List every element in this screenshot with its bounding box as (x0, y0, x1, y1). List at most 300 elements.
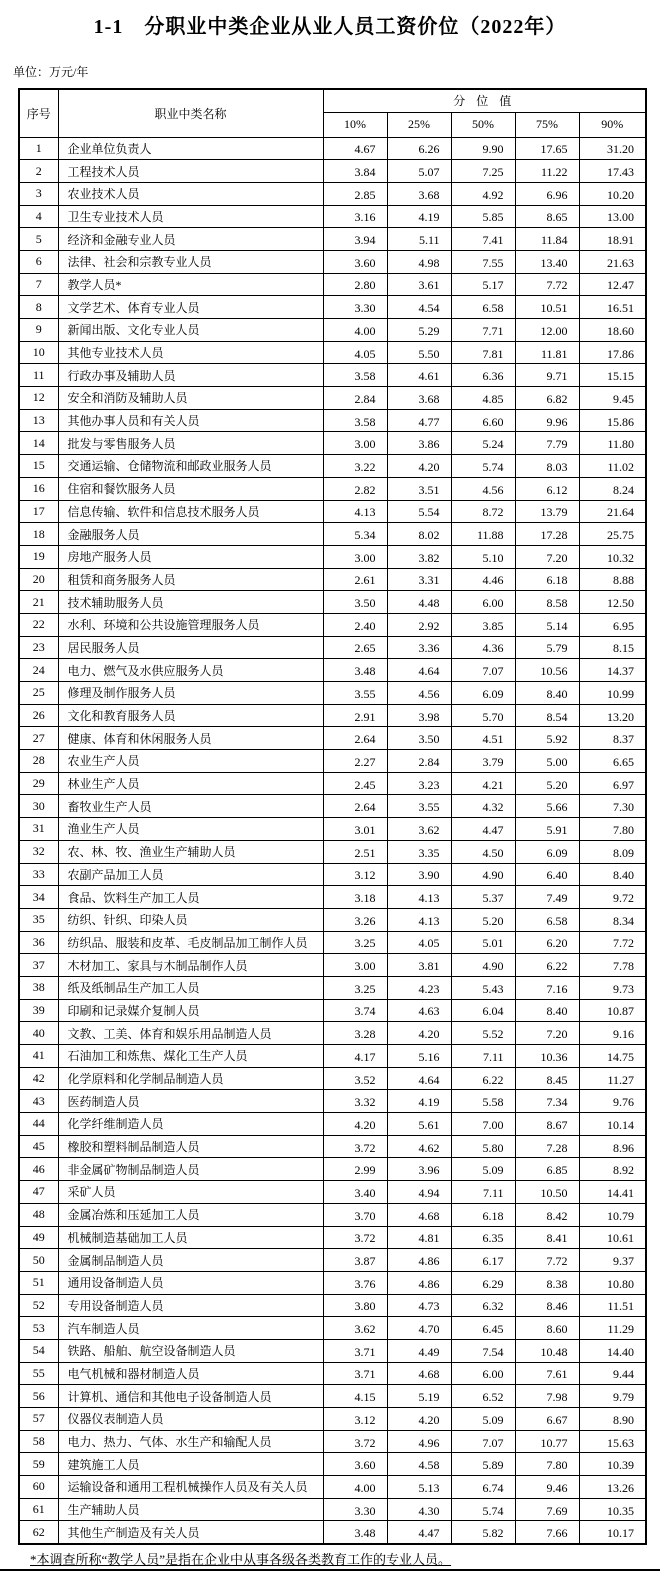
row-p90: 8.88 (579, 568, 646, 591)
table-row (19, 1498, 646, 1521)
row-p75: 10.48 (515, 1339, 579, 1362)
row-p10: 3.00 (323, 545, 387, 568)
table-row (19, 387, 646, 410)
row-seq: 4 (19, 205, 58, 228)
row-p90: 7.78 (579, 954, 646, 977)
row-seq: 10 (19, 341, 58, 364)
row-p90: 8.92 (579, 1158, 646, 1181)
row-p10: 2.51 (323, 840, 387, 863)
row-p50: 3.85 (451, 613, 515, 636)
row-p75: 7.34 (515, 1090, 579, 1113)
row-p25: 4.64 (387, 1067, 451, 1090)
row-seq: 54 (19, 1339, 58, 1362)
row-p25: 3.31 (387, 568, 451, 591)
row-p25: 4.47 (387, 1521, 451, 1544)
row-p10: 3.71 (323, 1362, 387, 1385)
row-occupation: 交通运输、仓储物流和邮政业服务人员 (58, 455, 323, 478)
row-occupation: 化学原料和化学制品制造人员 (58, 1067, 323, 1090)
row-p10: 3.28 (323, 1022, 387, 1045)
row-p50: 6.74 (451, 1476, 515, 1499)
row-occupation: 木材加工、家具与木制品制作人员 (58, 954, 323, 977)
row-occupation: 汽车制造人员 (58, 1317, 323, 1340)
row-p25: 4.94 (387, 1181, 451, 1204)
table-row (19, 319, 646, 342)
row-seq: 48 (19, 1203, 58, 1226)
table-row (19, 182, 646, 205)
table-row (19, 1249, 646, 1272)
row-p75: 6.96 (515, 182, 579, 205)
row-occupation: 建筑施工人员 (58, 1453, 323, 1476)
row-p75: 8.38 (515, 1271, 579, 1294)
row-p10: 3.12 (323, 863, 387, 886)
table-row (19, 1362, 646, 1385)
row-p75: 5.66 (515, 795, 579, 818)
row-p90: 14.40 (579, 1339, 646, 1362)
table-row (19, 1158, 646, 1181)
row-p25: 4.20 (387, 1408, 451, 1431)
row-p50: 11.88 (451, 523, 515, 546)
row-p25: 5.50 (387, 341, 451, 364)
row-p90: 10.80 (579, 1271, 646, 1294)
row-occupation: 非金属矿物制品制造人员 (58, 1158, 323, 1181)
row-p75: 8.41 (515, 1226, 579, 1249)
row-p75: 8.45 (515, 1067, 579, 1090)
row-occupation: 新闻出版、文化专业人员 (58, 319, 323, 342)
row-p75: 7.20 (515, 1022, 579, 1045)
row-p50: 4.92 (451, 182, 515, 205)
table-row (19, 908, 646, 931)
row-p75: 8.42 (515, 1203, 579, 1226)
row-p10: 2.45 (323, 772, 387, 795)
row-p50: 6.35 (451, 1226, 515, 1249)
row-p50: 5.09 (451, 1408, 515, 1431)
row-p25: 5.07 (387, 160, 451, 183)
row-p75: 5.14 (515, 613, 579, 636)
row-seq: 46 (19, 1158, 58, 1181)
row-p90: 15.86 (579, 409, 646, 432)
row-p50: 5.24 (451, 432, 515, 455)
header-seq: 序号 (19, 89, 58, 137)
header-percentile-90%: 90% (579, 112, 646, 137)
row-p25: 5.16 (387, 1045, 451, 1068)
row-occupation: 石油加工和炼焦、煤化工生产人员 (58, 1045, 323, 1068)
row-p90: 10.87 (579, 999, 646, 1022)
row-occupation: 印刷和记录媒介复制人员 (58, 999, 323, 1022)
row-seq: 34 (19, 886, 58, 909)
row-seq: 62 (19, 1521, 58, 1544)
row-p50: 6.52 (451, 1385, 515, 1408)
row-p25: 3.90 (387, 863, 451, 886)
row-p50: 7.55 (451, 250, 515, 273)
row-seq: 37 (19, 954, 58, 977)
row-p90: 8.96 (579, 1135, 646, 1158)
row-p75: 10.56 (515, 659, 579, 682)
row-p90: 16.51 (579, 296, 646, 319)
row-p90: 11.29 (579, 1317, 646, 1340)
row-p50: 6.58 (451, 296, 515, 319)
page-title: 1-1 分职业中类企业从业人员工资价位（2022年） (93, 16, 567, 38)
row-p25: 5.11 (387, 228, 451, 251)
row-p75: 7.98 (515, 1385, 579, 1408)
row-occupation: 其他专业技术人员 (58, 341, 323, 364)
row-p75: 5.79 (515, 636, 579, 659)
row-p25: 5.61 (387, 1113, 451, 1136)
row-seq: 9 (19, 319, 58, 342)
row-occupation: 金融服务人员 (58, 523, 323, 546)
row-seq: 23 (19, 636, 58, 659)
row-seq: 41 (19, 1045, 58, 1068)
table-row (19, 1453, 646, 1476)
row-p50: 7.07 (451, 1430, 515, 1453)
table-row (19, 704, 646, 727)
row-p50: 6.17 (451, 1249, 515, 1272)
row-p10: 4.17 (323, 1045, 387, 1068)
row-p25: 4.77 (387, 409, 451, 432)
row-p75: 8.40 (515, 682, 579, 705)
row-p90: 12.50 (579, 591, 646, 614)
row-p75: 6.12 (515, 477, 579, 500)
row-p50: 6.00 (451, 1362, 515, 1385)
row-p75: 10.50 (515, 1181, 579, 1204)
row-occupation: 文化和教育服务人员 (58, 704, 323, 727)
row-p90: 9.45 (579, 387, 646, 410)
row-p75: 8.46 (515, 1294, 579, 1317)
row-p10: 3.80 (323, 1294, 387, 1317)
row-seq: 7 (19, 273, 58, 296)
row-seq: 61 (19, 1498, 58, 1521)
row-p75: 5.92 (515, 727, 579, 750)
row-p10: 2.99 (323, 1158, 387, 1181)
row-p25: 5.13 (387, 1476, 451, 1499)
row-p25: 3.55 (387, 795, 451, 818)
row-p50: 5.17 (451, 273, 515, 296)
row-seq: 22 (19, 613, 58, 636)
header-occupation: 职业中类名称 (58, 89, 323, 137)
row-p90: 10.17 (579, 1521, 646, 1544)
row-p90: 13.20 (579, 704, 646, 727)
table-row (19, 863, 646, 886)
row-seq: 26 (19, 704, 58, 727)
row-p75: 11.84 (515, 228, 579, 251)
row-p75: 6.20 (515, 931, 579, 954)
table-row (19, 455, 646, 478)
row-seq: 2 (19, 160, 58, 183)
row-p90: 17.43 (579, 160, 646, 183)
row-p10: 4.13 (323, 500, 387, 523)
row-p75: 7.79 (515, 432, 579, 455)
row-p90: 7.30 (579, 795, 646, 818)
row-seq: 36 (19, 931, 58, 954)
row-p75: 8.60 (515, 1317, 579, 1340)
row-p25: 4.19 (387, 1090, 451, 1113)
row-p50: 8.72 (451, 500, 515, 523)
row-p10: 3.60 (323, 250, 387, 273)
row-occupation: 电力、燃气及水供应服务人员 (58, 659, 323, 682)
row-p50: 4.90 (451, 863, 515, 886)
table-row (19, 840, 646, 863)
table-row (19, 818, 646, 841)
row-p25: 3.62 (387, 818, 451, 841)
row-p75: 7.20 (515, 545, 579, 568)
row-seq: 56 (19, 1385, 58, 1408)
row-p25: 4.56 (387, 682, 451, 705)
row-occupation: 采矿人员 (58, 1181, 323, 1204)
row-p10: 3.70 (323, 1203, 387, 1226)
row-p10: 3.62 (323, 1317, 387, 1340)
row-occupation: 批发与零售服务人员 (58, 432, 323, 455)
row-p90: 15.63 (579, 1430, 646, 1453)
row-p10: 2.84 (323, 387, 387, 410)
row-p90: 12.47 (579, 273, 646, 296)
row-occupation: 金属制品制造人员 (58, 1249, 323, 1272)
row-p10: 2.27 (323, 750, 387, 773)
row-p90: 8.24 (579, 477, 646, 500)
row-p25: 5.29 (387, 319, 451, 342)
row-seq: 14 (19, 432, 58, 455)
row-seq: 35 (19, 908, 58, 931)
row-occupation: 卫生专业技术人员 (58, 205, 323, 228)
table-row (19, 1271, 646, 1294)
row-p25: 4.61 (387, 364, 451, 387)
row-p50: 5.74 (451, 455, 515, 478)
row-p75: 6.09 (515, 840, 579, 863)
table-row (19, 1317, 646, 1340)
row-seq: 40 (19, 1022, 58, 1045)
row-p25: 4.96 (387, 1430, 451, 1453)
row-p50: 6.04 (451, 999, 515, 1022)
row-p50: 5.80 (451, 1135, 515, 1158)
row-p50: 4.32 (451, 795, 515, 818)
row-p50: 5.37 (451, 886, 515, 909)
row-occupation: 农、林、牧、渔业生产辅助人员 (58, 840, 323, 863)
row-p25: 4.86 (387, 1271, 451, 1294)
row-p75: 5.91 (515, 818, 579, 841)
row-p10: 3.30 (323, 296, 387, 319)
row-p10: 3.48 (323, 1521, 387, 1544)
row-p10: 3.84 (323, 160, 387, 183)
row-seq: 11 (19, 364, 58, 387)
table-row (19, 160, 646, 183)
row-seq: 19 (19, 545, 58, 568)
row-p25: 4.86 (387, 1249, 451, 1272)
row-p90: 9.37 (579, 1249, 646, 1272)
table-row (19, 341, 646, 364)
table-row (19, 682, 646, 705)
row-p50: 6.09 (451, 682, 515, 705)
row-p10: 3.18 (323, 886, 387, 909)
header-percentile-group: 分 位 值 (323, 89, 646, 112)
row-seq: 6 (19, 250, 58, 273)
row-seq: 52 (19, 1294, 58, 1317)
row-seq: 3 (19, 182, 58, 205)
row-seq: 38 (19, 976, 58, 999)
row-p25: 3.68 (387, 182, 451, 205)
row-p90: 14.41 (579, 1181, 646, 1204)
unit-label: 单位：万元/年 (13, 65, 89, 79)
row-p10: 3.00 (323, 432, 387, 455)
table-row (19, 1113, 646, 1136)
table-row (19, 613, 646, 636)
row-p25: 8.02 (387, 523, 451, 546)
row-p90: 8.34 (579, 908, 646, 931)
row-occupation: 渔业生产人员 (58, 818, 323, 841)
row-seq: 32 (19, 840, 58, 863)
row-p90: 21.63 (579, 250, 646, 273)
row-p25: 3.35 (387, 840, 451, 863)
row-seq: 12 (19, 387, 58, 410)
row-p50: 7.81 (451, 341, 515, 364)
row-p10: 3.60 (323, 1453, 387, 1476)
row-p75: 5.20 (515, 772, 579, 795)
row-p10: 3.25 (323, 976, 387, 999)
row-p10: 3.26 (323, 908, 387, 931)
row-p10: 3.72 (323, 1226, 387, 1249)
row-occupation: 纺织、针织、印染人员 (58, 908, 323, 931)
row-p75: 10.51 (515, 296, 579, 319)
table-row (19, 591, 646, 614)
table-row (19, 886, 646, 909)
row-p90: 6.97 (579, 772, 646, 795)
row-p25: 3.96 (387, 1158, 451, 1181)
table-row (19, 1135, 646, 1158)
row-p25: 4.30 (387, 1498, 451, 1521)
row-p50: 7.07 (451, 659, 515, 682)
row-occupation: 电力、热力、气体、水生产和输配人员 (58, 1430, 323, 1453)
table-row (19, 477, 646, 500)
row-p10: 2.40 (323, 613, 387, 636)
row-p25: 4.63 (387, 999, 451, 1022)
row-p90: 10.32 (579, 545, 646, 568)
row-occupation: 计算机、通信和其他电子设备制造人员 (58, 1385, 323, 1408)
table-row (19, 1090, 646, 1113)
row-occupation: 橡胶和塑料制品制造人员 (58, 1135, 323, 1158)
row-p50: 4.90 (451, 954, 515, 977)
row-seq: 28 (19, 750, 58, 773)
row-p10: 5.34 (323, 523, 387, 546)
row-p90: 14.37 (579, 659, 646, 682)
table-row (19, 523, 646, 546)
row-p25: 3.36 (387, 636, 451, 659)
row-occupation: 农业生产人员 (58, 750, 323, 773)
row-p10: 2.64 (323, 727, 387, 750)
row-seq: 1 (19, 137, 58, 160)
row-p50: 5.70 (451, 704, 515, 727)
table-row (19, 659, 646, 682)
row-p50: 6.18 (451, 1203, 515, 1226)
row-p10: 3.58 (323, 364, 387, 387)
row-occupation: 林业生产人员 (58, 772, 323, 795)
row-p90: 9.44 (579, 1362, 646, 1385)
header-percentile-50%: 50% (451, 112, 515, 137)
row-p50: 4.51 (451, 727, 515, 750)
row-p10: 3.12 (323, 1408, 387, 1431)
row-seq: 50 (19, 1249, 58, 1272)
row-p10: 4.20 (323, 1113, 387, 1136)
row-seq: 13 (19, 409, 58, 432)
row-occupation: 机械制造基础加工人员 (58, 1226, 323, 1249)
row-p50: 5.82 (451, 1521, 515, 1544)
table-row (19, 750, 646, 773)
row-seq: 58 (19, 1430, 58, 1453)
row-p10: 3.76 (323, 1271, 387, 1294)
row-p10: 4.05 (323, 341, 387, 364)
row-occupation: 纸及纸制品生产加工人员 (58, 976, 323, 999)
row-p10: 4.00 (323, 319, 387, 342)
row-p25: 4.81 (387, 1226, 451, 1249)
row-p10: 3.16 (323, 205, 387, 228)
row-p90: 18.60 (579, 319, 646, 342)
row-p50: 6.45 (451, 1317, 515, 1340)
row-seq: 16 (19, 477, 58, 500)
row-p50: 4.36 (451, 636, 515, 659)
row-p10: 3.71 (323, 1339, 387, 1362)
row-p90: 9.79 (579, 1385, 646, 1408)
row-p50: 7.11 (451, 1181, 515, 1204)
row-p10: 3.40 (323, 1181, 387, 1204)
table-row (19, 205, 646, 228)
table-row (19, 1476, 646, 1499)
row-p75: 9.46 (515, 1476, 579, 1499)
row-p50: 7.11 (451, 1045, 515, 1068)
row-p25: 4.48 (387, 591, 451, 614)
row-occupation: 纺织品、服装和皮革、毛皮制品加工制作人员 (58, 931, 323, 954)
row-p90: 13.00 (579, 205, 646, 228)
row-p25: 3.86 (387, 432, 451, 455)
row-occupation: 其他生产制造及有关人员 (58, 1521, 323, 1544)
row-p10: 2.80 (323, 273, 387, 296)
row-seq: 42 (19, 1067, 58, 1090)
row-p25: 4.20 (387, 455, 451, 478)
row-occupation: 经济和金融专业人员 (58, 228, 323, 251)
row-p90: 9.73 (579, 976, 646, 999)
table-row (19, 1022, 646, 1045)
row-p90: 21.64 (579, 500, 646, 523)
row-p25: 4.68 (387, 1203, 451, 1226)
row-p50: 6.60 (451, 409, 515, 432)
row-p75: 5.00 (515, 750, 579, 773)
row-p25: 3.23 (387, 772, 451, 795)
row-p75: 7.66 (515, 1521, 579, 1544)
row-p75: 8.54 (515, 704, 579, 727)
row-p10: 2.82 (323, 477, 387, 500)
row-seq: 60 (19, 1476, 58, 1499)
row-p50: 4.56 (451, 477, 515, 500)
row-p10: 4.00 (323, 1476, 387, 1499)
row-p50: 7.41 (451, 228, 515, 251)
row-p75: 12.00 (515, 319, 579, 342)
row-p25: 3.68 (387, 387, 451, 410)
table-row (19, 1408, 646, 1431)
row-occupation: 技术辅助服务人员 (58, 591, 323, 614)
row-p50: 4.47 (451, 818, 515, 841)
row-p75: 13.40 (515, 250, 579, 273)
row-p10: 3.25 (323, 931, 387, 954)
row-p50: 5.74 (451, 1498, 515, 1521)
row-p75: 6.82 (515, 387, 579, 410)
row-p50: 5.09 (451, 1158, 515, 1181)
row-p10: 3.01 (323, 818, 387, 841)
table-row (19, 954, 646, 977)
row-p75: 6.58 (515, 908, 579, 931)
row-occupation: 修理及制作服务人员 (58, 682, 323, 705)
row-p10: 2.85 (323, 182, 387, 205)
row-p10: 2.61 (323, 568, 387, 591)
row-p75: 7.69 (515, 1498, 579, 1521)
row-p90: 17.86 (579, 341, 646, 364)
row-seq: 53 (19, 1317, 58, 1340)
row-p50: 4.50 (451, 840, 515, 863)
row-p90: 10.20 (579, 182, 646, 205)
